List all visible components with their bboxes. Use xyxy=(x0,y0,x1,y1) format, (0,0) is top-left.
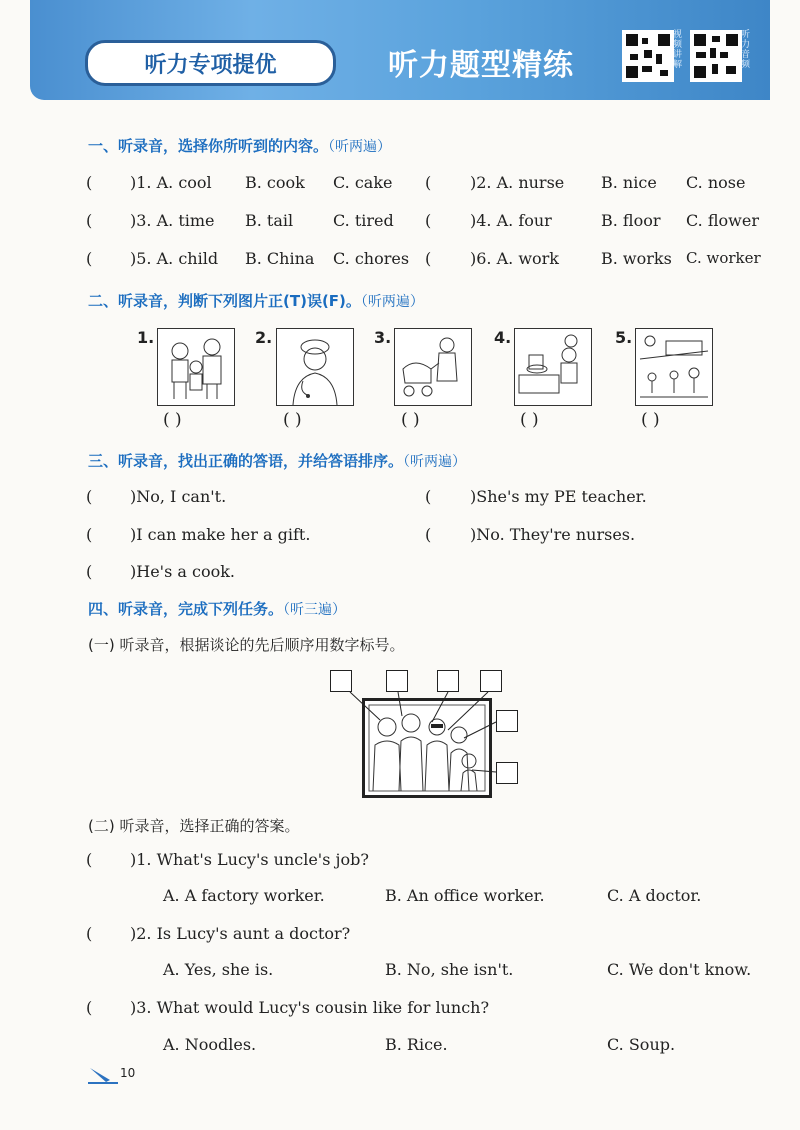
qr-label-video: 视频讲解 xyxy=(673,30,683,70)
answer-blank[interactable]: ( ) xyxy=(163,410,182,430)
q1-option-a: )1. A. cool xyxy=(130,173,212,192)
response-item: )He's a cook. xyxy=(130,562,235,581)
page-title: 听力题型精练 xyxy=(388,48,574,83)
answer-bracket[interactable]: ( xyxy=(425,525,432,544)
question-text: )1. What's Lucy's uncle's job? xyxy=(130,850,369,869)
qr-label-audio: 听力音频 xyxy=(741,30,751,70)
doctor-picture xyxy=(276,328,354,406)
answer-bracket[interactable]: ( xyxy=(86,211,93,230)
q1-option-b: B. cook xyxy=(245,173,305,192)
response-item: )No, I can't. xyxy=(130,487,227,506)
option-c: C. We don't know. xyxy=(607,960,752,979)
q1-option-c: C. cake xyxy=(333,173,393,192)
q3-option-c: C. tired xyxy=(333,211,394,230)
answer-bracket[interactable]: ( xyxy=(86,249,93,268)
section1-title: 一、听录音，选择你所听到的内容。（听两遍） xyxy=(88,137,392,155)
option-c: C. Soup. xyxy=(607,1035,676,1054)
part2-instruction: (二) 听录音，选择正确的答案。 xyxy=(88,817,300,835)
section2-title: 二、听录音，判断下列图片正(T)误(F)。（听两遍） xyxy=(88,292,424,310)
question-text: )3. What would Lucy's cousin like for lunch? xyxy=(130,998,490,1017)
q6-option-c: C. worker xyxy=(686,249,761,267)
picture-number: 4. xyxy=(494,328,512,347)
q2-option-c: C. nose xyxy=(686,173,746,192)
response-item: )No. They're nurses. xyxy=(470,525,636,544)
answer-bracket[interactable]: ( xyxy=(425,487,432,506)
pencil-icon xyxy=(88,1064,118,1084)
option-a: A. Yes, she is. xyxy=(163,960,274,979)
q6-option-a: )6. A. work xyxy=(470,249,559,268)
answer-blank[interactable]: ( ) xyxy=(641,410,660,430)
picture-number: 1. xyxy=(137,328,155,347)
answer-bracket[interactable]: ( xyxy=(86,525,93,544)
picture-number: 2. xyxy=(255,328,273,347)
answer-bracket[interactable]: ( xyxy=(425,211,432,230)
answer-blank[interactable]: ( ) xyxy=(520,410,539,430)
answer-bracket[interactable]: ( xyxy=(86,562,93,581)
qr-code-audio-icon[interactable] xyxy=(690,30,742,82)
q4-option-c: C. flower xyxy=(686,211,759,230)
question-text: )2. Is Lucy's aunt a doctor? xyxy=(130,924,351,943)
option-b: B. An office worker. xyxy=(385,886,545,905)
q2-option-b: B. nice xyxy=(601,173,657,192)
answer-bracket[interactable]: ( xyxy=(425,249,432,268)
q6-option-b: B. works xyxy=(601,249,672,268)
page-number: 10 xyxy=(120,1066,136,1080)
picture-number: 5. xyxy=(615,328,633,347)
mother-stroller-picture xyxy=(394,328,472,406)
answer-bracket[interactable]: ( xyxy=(86,850,93,869)
q2-option-a: )2. A. nurse xyxy=(470,173,565,192)
q4-option-b: B. floor xyxy=(601,211,661,230)
section4-title: 四、听录音，完成下列任务。（听三遍） xyxy=(88,600,347,618)
connector-lines xyxy=(340,680,520,790)
response-item: )She's my PE teacher. xyxy=(470,487,647,506)
section-badge: 听力专项提优 xyxy=(85,40,336,86)
option-c: C. A doctor. xyxy=(607,886,702,905)
answer-blank[interactable]: ( ) xyxy=(283,410,302,430)
option-a: A. A factory worker. xyxy=(163,886,325,905)
picture-number: 3. xyxy=(374,328,392,347)
option-b: B. Rice. xyxy=(385,1035,448,1054)
q3-option-a: )3. A. time xyxy=(130,211,215,230)
answer-blank[interactable]: ( ) xyxy=(401,410,420,430)
answer-bracket[interactable]: ( xyxy=(86,998,93,1017)
answer-bracket[interactable]: ( xyxy=(86,924,93,943)
q5-option-a: )5. A. child xyxy=(130,249,219,268)
option-b: B. No, she isn't. xyxy=(385,960,514,979)
answer-bracket[interactable]: ( xyxy=(86,173,93,192)
q4-option-a: )4. A. four xyxy=(470,211,552,230)
section3-title: 三、听录音，找出正确的答语，并给答语排序。（听两遍） xyxy=(88,452,467,470)
cook-picture xyxy=(514,328,592,406)
answer-bracket[interactable]: ( xyxy=(86,487,93,506)
family-picture xyxy=(157,328,235,406)
answer-bracket[interactable]: ( xyxy=(425,173,432,192)
qr-code-video-icon[interactable] xyxy=(622,30,674,82)
response-item: )I can make her a gift. xyxy=(130,525,311,544)
q5-option-c: C. chores xyxy=(333,249,410,268)
q3-option-b: B. tail xyxy=(245,211,294,230)
q5-option-b: B. China xyxy=(245,249,315,268)
option-a: A. Noodles. xyxy=(163,1035,257,1054)
part1-instruction: (一) 听录音，根据谈论的先后顺序用数字标号。 xyxy=(88,636,405,654)
farmers-picture xyxy=(635,328,713,406)
